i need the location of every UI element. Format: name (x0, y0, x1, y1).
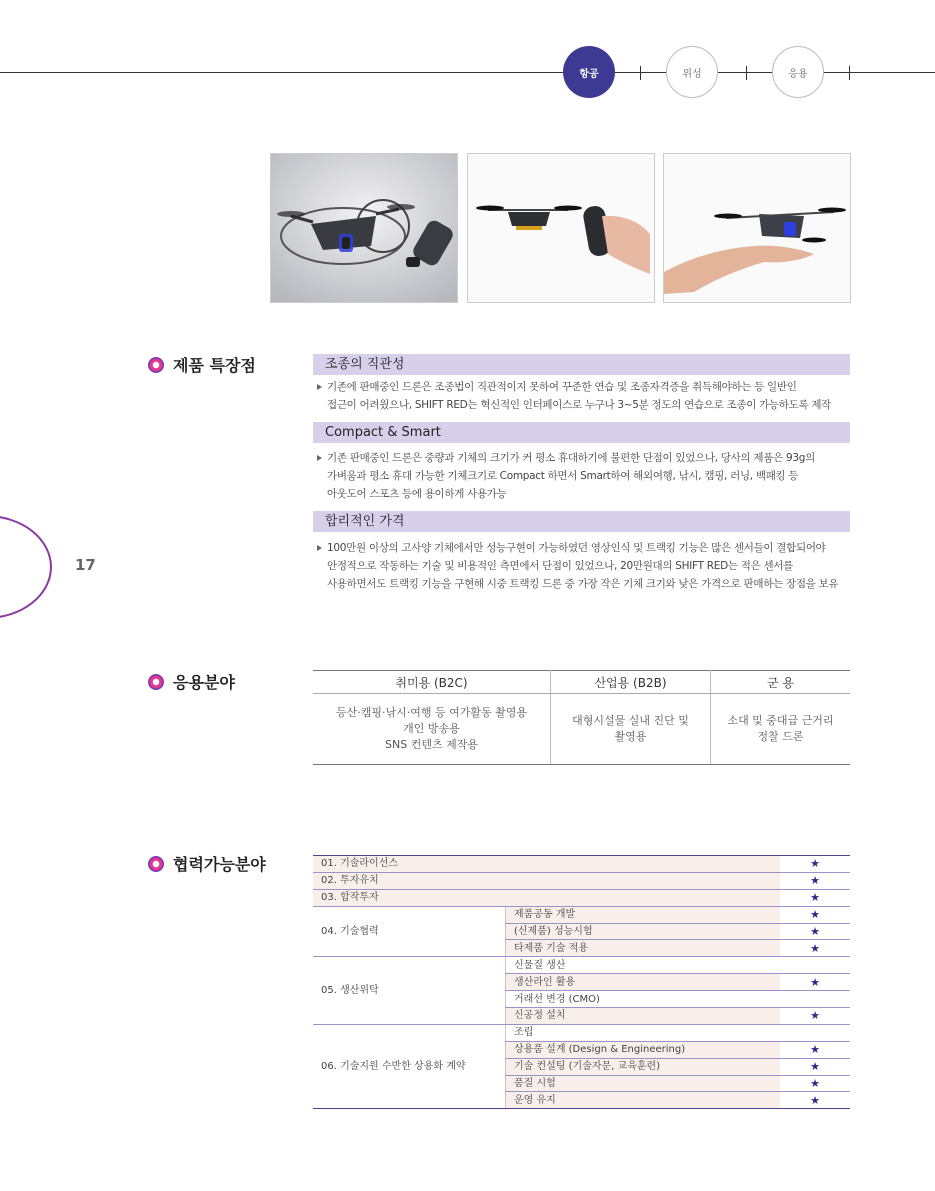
star-icon: ★ (780, 1008, 850, 1025)
feature-line: 안정적으로 작동하는 기술 및 비용적인 측면에서 단점이 있었으나, 20만원대의 SHIFT RED는 적은 센서를 (327, 560, 793, 572)
coop-sub-label: (신제품) 성능시험 (506, 923, 781, 940)
coop-group-label: 05. 생산위탁 (313, 957, 506, 1025)
coop-sub-label: 조립 (506, 1024, 781, 1041)
star-empty (780, 1024, 850, 1041)
coop-sub-label: 운영 유지 (506, 1092, 781, 1109)
section-bullet-icon (148, 856, 164, 872)
coop-sub-label: 신공정 설치 (506, 1008, 781, 1025)
triangle-bullet-icon (317, 455, 322, 461)
table-cell-b2b (551, 694, 711, 765)
nav-tab-satellite[interactable]: 위성 (666, 46, 718, 98)
table-row (313, 906, 850, 923)
table-cell-b2c (313, 694, 551, 765)
coop-label: 01. 기술라이선스 (313, 856, 780, 873)
star-icon: ★ (780, 889, 850, 906)
star-icon: ★ (780, 974, 850, 991)
coop-sub-label: 생산라인 활용 (506, 974, 781, 991)
feature-line: 사용하면서도 트랙킹 기능을 구현해 시중 트랙킹 드론 중 가장 작은 기체 크기와 낮은 가격으로 판매하는 장점을 보유 (327, 578, 839, 590)
coop-label: 03. 합작투자 (313, 889, 780, 906)
table-row (313, 957, 850, 974)
table-header-row (313, 671, 850, 694)
nav-tab-aviation[interactable]: 항공 (563, 46, 615, 98)
feature-line: 접근이 어려웠으나, SHIFT RED는 혁신적인 인터페이스로 누구나 3~5분 정도의 연습으로 조종이 가능하도록 제작 (327, 399, 832, 411)
table-header: 취미용 (B2C) (313, 671, 551, 694)
applications-title-text: 응용분야 (173, 673, 235, 692)
coop-sub-label: 제품공동 개발 (506, 906, 781, 923)
feature-body-price (317, 539, 857, 593)
page-arc (0, 515, 52, 619)
feature-line: 아웃도어 스포츠 등에 용이하게 사용가능 (327, 488, 507, 500)
nav-tick (746, 66, 747, 80)
cell-line: 정찰 드론 (757, 730, 804, 743)
features-title-text: 제품 특장점 (173, 356, 256, 375)
product-photo-drone-and-controller (467, 153, 655, 303)
coop-sub-label: 거래선 변경 (CMO) (506, 991, 781, 1008)
cell-line: 개인 방송용 (403, 722, 460, 735)
star-empty (780, 991, 850, 1008)
cell-line: SNS 컨텐츠 제작용 (385, 738, 478, 751)
feature-line: 100만원 이상의 고사양 기체에서만 성능구현이 가능하였던 영상인식 및 트랙킹 기능은 많은 센서들이 결합되어야 (327, 542, 826, 554)
table-row (313, 856, 850, 873)
feature-heading-compact: Compact & Smart (313, 422, 850, 443)
product-photo-drone-on-hand (663, 153, 851, 303)
nav-tick (640, 66, 641, 80)
star-icon: ★ (780, 923, 850, 940)
star-icon: ★ (780, 856, 850, 873)
star-empty (780, 957, 850, 974)
applications-section-title (148, 670, 235, 693)
table-row (313, 889, 850, 906)
star-icon: ★ (780, 940, 850, 957)
section-bullet-icon (148, 357, 164, 373)
cell-line: 소대 및 중대급 근거리 (727, 714, 834, 727)
coop-sub-label: 타제품 기술 적용 (506, 940, 781, 957)
coop-group-label: 06. 기술지원 수반한 상용화 계약 (313, 1024, 506, 1108)
triangle-bullet-icon (317, 545, 322, 551)
features-section-title (148, 353, 256, 376)
section-bullet-icon (148, 674, 164, 690)
feature-line: 기존 판매중인 드론은 중량과 기체의 크기가 커 평소 휴대하기에 불편한 단점이 있었으나, 당사의 제품은 93g의 (327, 452, 815, 464)
feature-line: 기존에 판매중인 드론은 조종법이 직관적이지 못하여 꾸준한 연습 및 조종자격증을 취득해야하는 등 일반인 (327, 381, 797, 393)
table-cell-military (711, 694, 851, 765)
nav-tab-application[interactable]: 응용 (772, 46, 824, 98)
coop-sub-label: 신물질 생산 (506, 957, 781, 974)
table-row (313, 1024, 850, 1041)
feature-heading-price: 합리적인 가격 (313, 511, 850, 532)
star-icon: ★ (780, 872, 850, 889)
feature-heading-intuitive: 조종의 직관성 (313, 354, 850, 375)
cooperation-title-text: 협력가능분야 (173, 855, 266, 874)
applications-table (313, 670, 850, 765)
star-icon: ★ (780, 1058, 850, 1075)
cooperation-table (313, 855, 850, 1109)
nav-tick (849, 66, 850, 80)
cooperation-section-title (148, 852, 266, 875)
feature-line: 가벼움과 평소 휴대 가능한 기체크기로 Compact 하면서 Smart하여 해외여행, 낚시, 캠핑, 러닝, 백패킹 등 (327, 470, 799, 482)
star-icon: ★ (780, 1041, 850, 1058)
cell-line: 대형시설물 실내 진단 및 (572, 714, 689, 727)
table-header: 군 용 (711, 671, 851, 694)
coop-sub-label: 품질 시험 (506, 1075, 781, 1092)
feature-body-compact (317, 449, 857, 503)
cell-line: 촬영용 (614, 730, 647, 743)
page-number: 17 (75, 556, 96, 574)
coop-sub-label: 상용품 설계 (Design & Engineering) (506, 1041, 781, 1058)
product-photo-drone-with-guard (270, 153, 458, 303)
triangle-bullet-icon (317, 384, 322, 390)
table-row (313, 694, 850, 765)
feature-body-intuitive (317, 378, 857, 414)
table-row (313, 872, 850, 889)
star-icon: ★ (780, 906, 850, 923)
table-header: 산업용 (B2B) (551, 671, 711, 694)
coop-sub-label: 기술 컨설팅 (기술자문, 교육훈련) (506, 1058, 781, 1075)
star-icon: ★ (780, 1075, 850, 1092)
coop-label: 02. 투자유치 (313, 872, 780, 889)
coop-group-label: 04. 기술협력 (313, 906, 506, 957)
star-icon: ★ (780, 1092, 850, 1109)
cell-line: 등산·캠핑·낚시·여행 등 여가활동 촬영용 (336, 706, 527, 719)
